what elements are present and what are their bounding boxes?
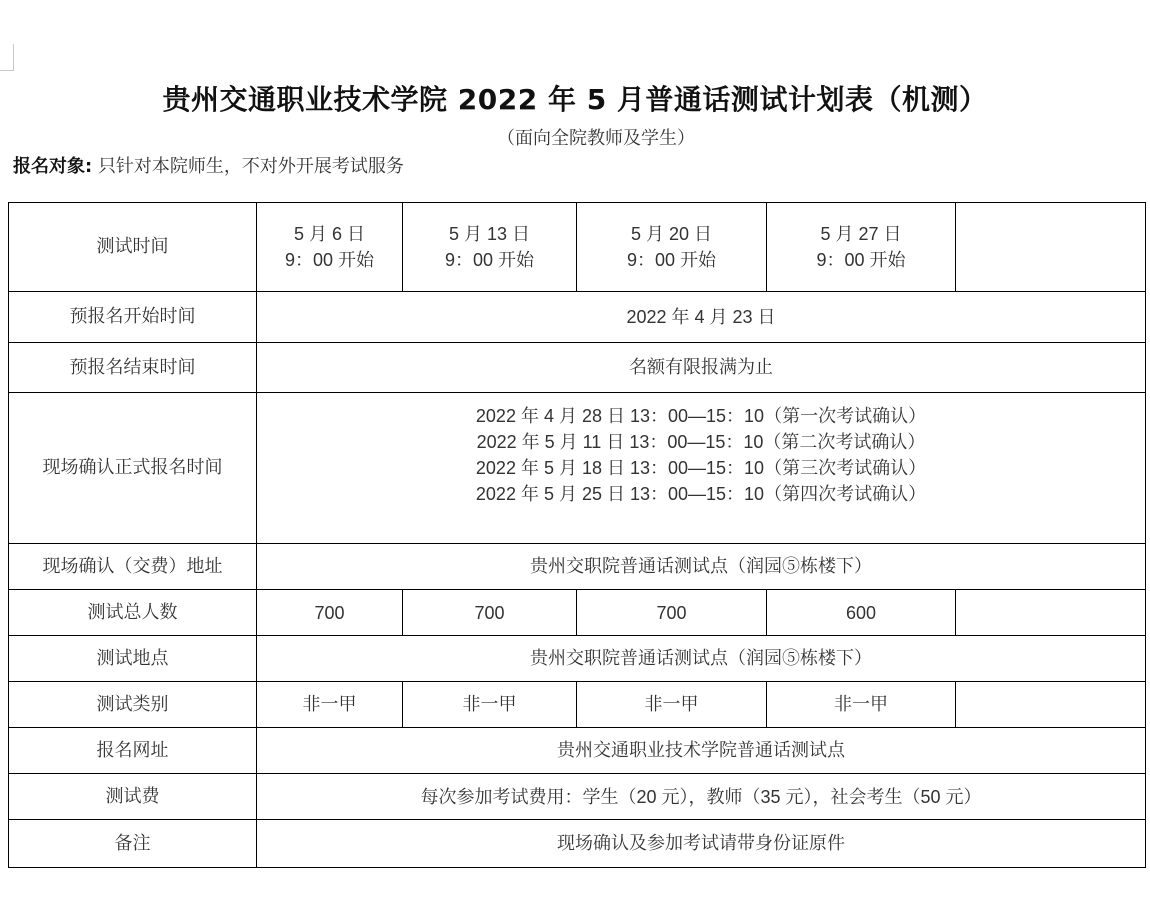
row-label-reg-website: 报名网址 — [9, 728, 257, 774]
session-cell-4 — [767, 203, 956, 292]
table-row-total-people — [9, 590, 1146, 636]
row-label-onsite-confirm: 现场确认正式报名时间 — [9, 393, 257, 544]
table-row-confirm-address — [9, 544, 1146, 590]
audience-label: 报名对象: — [13, 156, 93, 177]
audience-text: 只针对本院师生，不对外开展考试服务 — [97, 156, 404, 177]
test-location-value: 贵州交职院普通话测试点（润园⑤栋楼下） — [257, 636, 1146, 682]
row-label-fee: 测试费 — [9, 774, 257, 820]
table-row-pre-reg-end — [9, 343, 1146, 393]
session-date: 5 月 27 日 — [820, 224, 902, 244]
session-start: 9：00 开始 — [284, 250, 375, 270]
total-people-cell: 700 — [403, 590, 577, 636]
session-start: 9：00 开始 — [444, 250, 535, 270]
test-plan-table — [8, 202, 1146, 868]
pre-reg-start-value: 2022 年 4 月 23 日 — [257, 292, 1146, 343]
test-category-cell: 非一甲 — [577, 682, 767, 728]
session-date: 5 月 6 日 — [293, 224, 366, 244]
table-row-onsite-confirm — [9, 393, 1146, 544]
session-start: 9：00 开始 — [816, 250, 906, 270]
row-label-pre-reg-start: 预报名开始时间 — [9, 292, 257, 343]
test-category-cell: 非一甲 — [403, 682, 577, 728]
reg-website-value: 贵州交通职业技术学院普通话测试点 — [257, 728, 1146, 774]
confirm-line: 2022 年 5 月 25 日 13：00—15：10（第四次考试确认） — [475, 484, 927, 504]
session-cell-1 — [257, 203, 403, 292]
row-label-remarks: 备注 — [9, 820, 257, 868]
confirm-line: 2022 年 5 月 11 日 13：00—15：10（第二次考试确认） — [476, 432, 926, 452]
table-row-test-time — [9, 203, 1146, 292]
total-people-cell: 600 — [767, 590, 956, 636]
total-people-cell: 700 — [577, 590, 767, 636]
total-people-cell: 700 — [257, 590, 403, 636]
test-category-cell: 非一甲 — [257, 682, 403, 728]
empty-cell — [956, 203, 1146, 292]
row-label-test-category: 测试类别 — [9, 682, 257, 728]
empty-cell — [956, 590, 1146, 636]
table-row-remarks — [9, 820, 1146, 868]
row-label-test-time: 测试时间 — [9, 203, 257, 292]
onsite-confirm-values — [257, 393, 1146, 544]
page-corner-mark — [0, 44, 14, 71]
session-cell-2 — [403, 203, 577, 292]
pre-reg-end-value: 名额有限报满为止 — [257, 343, 1146, 393]
row-label-test-location: 测试地点 — [9, 636, 257, 682]
row-label-confirm-address: 现场确认（交费）地址 — [9, 544, 257, 590]
table-row-test-location — [9, 636, 1146, 682]
confirm-line: 2022 年 4 月 28 日 13：00—15：10（第一次考试确认） — [475, 406, 927, 426]
confirm-line: 2022 年 5 月 18 日 13：00—15：10（第三次考试确认） — [475, 458, 927, 478]
row-label-total-people: 测试总人数 — [9, 590, 257, 636]
test-category-cell: 非一甲 — [767, 682, 956, 728]
remarks-value: 现场确认及参加考试请带身份证原件 — [257, 820, 1146, 868]
confirm-address-value: 贵州交职院普通话测试点（润园⑤栋楼下） — [257, 544, 1146, 590]
fee-value: 每次参加考试费用：学生（20 元），教师（35 元），社会考生（50 元） — [257, 774, 1146, 820]
empty-cell — [956, 682, 1146, 728]
session-date: 5 月 13 日 — [448, 224, 531, 244]
document-title: 贵州交通职业技术学院 2022 年 5 月普通话测试计划表（机测） — [162, 83, 988, 116]
table-row-fee — [9, 774, 1146, 820]
audience-line — [13, 152, 404, 178]
document-subtitle: （面向全院教师及学生） — [497, 128, 695, 149]
session-start: 9：00 开始 — [626, 250, 717, 270]
row-label-pre-reg-end: 预报名结束时间 — [9, 343, 257, 393]
table-row-pre-reg-start — [9, 292, 1146, 343]
table-row-reg-website — [9, 728, 1146, 774]
table-row-test-category — [9, 682, 1146, 728]
session-date: 5 月 20 日 — [630, 224, 713, 244]
session-cell-3 — [577, 203, 767, 292]
